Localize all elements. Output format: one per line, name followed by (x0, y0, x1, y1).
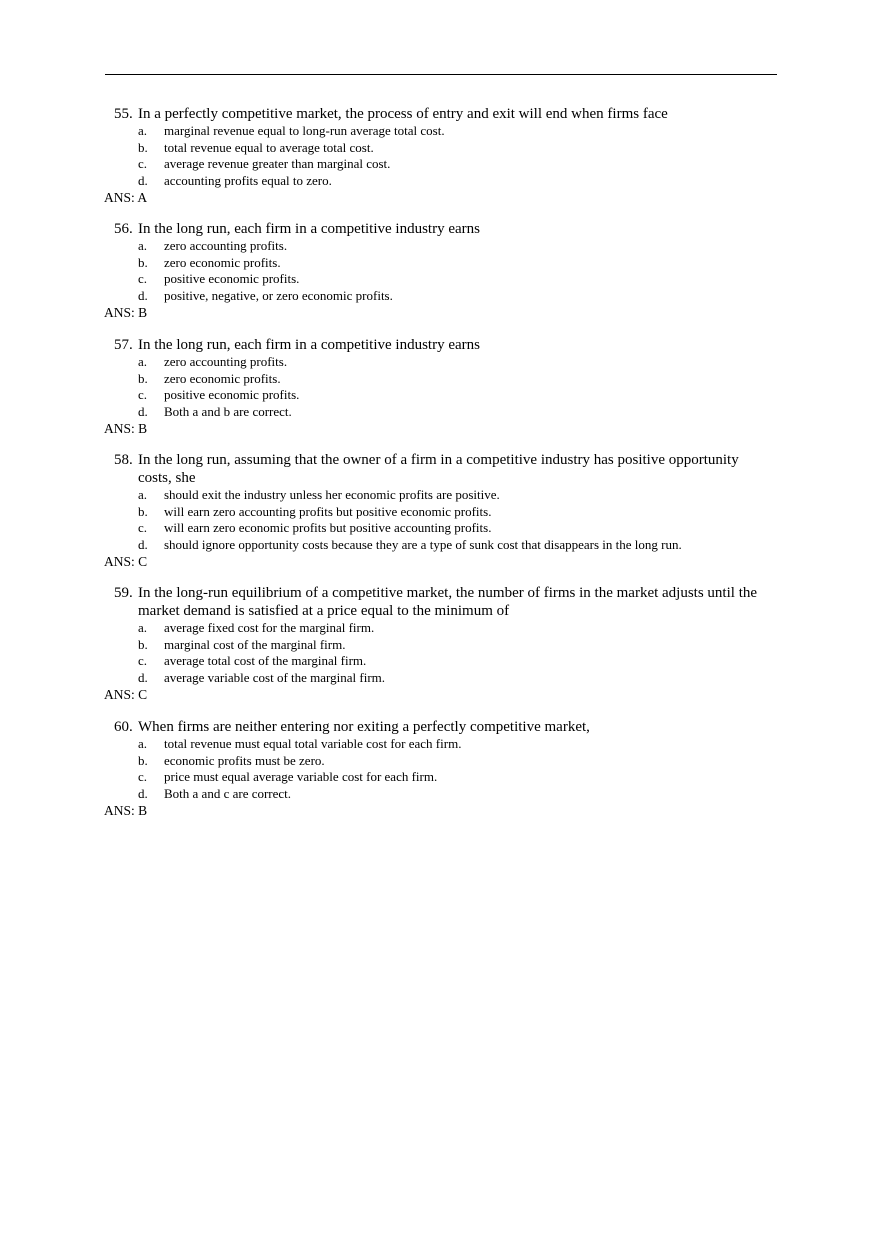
choice-text: economic profits must be zero. (164, 752, 325, 768)
choice-text: zero economic profits. (164, 254, 281, 270)
choice-a (138, 620, 880, 637)
question-stem (114, 220, 774, 238)
question-stem (114, 336, 774, 354)
choice-letter: a. (138, 487, 148, 502)
choice-text: average variable cost of the marginal firm. (164, 669, 386, 685)
question-text: In a perfectly competitive market, the process of entry and exit will end when firms face (138, 106, 668, 122)
choice-letter: c. (138, 271, 148, 286)
choice-letter: a. (138, 354, 148, 369)
choice-letter: c. (138, 769, 148, 784)
choice-c (138, 769, 880, 786)
choice-c (138, 653, 880, 670)
choice-b (138, 371, 880, 388)
choice-text: average revenue greater than marginal cost. (164, 156, 391, 171)
question-stem (114, 105, 774, 123)
question-number: 58. (114, 452, 133, 468)
answer-key: ANS: A (104, 190, 148, 205)
choice-list (0, 123, 880, 189)
question-59 (0, 584, 880, 703)
choice-text: Both a and c are correct. (164, 785, 292, 801)
choice-letter: b. (138, 139, 148, 155)
choice-a (138, 736, 880, 753)
choice-text: should exit the industry unless her economic profits are positive. (164, 487, 500, 502)
choice-d (138, 537, 880, 554)
question-number: 57. (114, 337, 133, 353)
choice-b (138, 637, 880, 654)
choice-text: zero accounting profits. (164, 238, 288, 253)
choice-text: accounting profits equal to zero. (164, 172, 332, 188)
choice-letter: a. (138, 736, 148, 751)
choice-d (138, 288, 880, 305)
answer-key: ANS: C (104, 554, 148, 569)
choice-d (138, 670, 880, 687)
choice-c (138, 271, 880, 288)
choice-letter: b. (138, 254, 148, 270)
choice-text: will earn zero accounting profits but positive economic profits. (164, 503, 492, 519)
choice-letter: d. (138, 785, 148, 801)
choice-letter: c. (138, 653, 148, 668)
choice-d (138, 173, 880, 190)
question-text: In the long-run equilibrium of a competitive market, the number of firms in the market adjusts until the market demand is satisfied at a price equal to the minimum of (138, 585, 758, 619)
choice-text: average fixed cost for the marginal firm. (164, 620, 375, 635)
choice-text: marginal revenue equal to long-run average total cost. (164, 123, 445, 138)
answer-key: ANS: C (104, 687, 148, 702)
answer-key: ANS: B (104, 421, 148, 436)
choice-list (0, 736, 880, 802)
choice-letter: c. (138, 156, 148, 171)
choice-list (0, 354, 880, 420)
choice-text: price must equal average variable cost for each firm. (164, 769, 438, 784)
choice-letter: d. (138, 403, 148, 419)
choice-letter: a. (138, 620, 148, 635)
choice-list (0, 487, 880, 553)
question-57 (0, 336, 880, 437)
choice-text: average total cost of the marginal firm. (164, 653, 367, 668)
choice-letter: b. (138, 503, 148, 519)
choice-letter: c. (138, 387, 148, 402)
choice-list (0, 620, 880, 686)
question-text: In the long run, each firm in a competitive industry earns (138, 221, 480, 237)
choice-a (138, 487, 880, 504)
choice-a (138, 354, 880, 371)
choice-text: will earn zero economic profits but positive accounting profits. (164, 520, 492, 535)
choice-text: total revenue equal to average total cost. (164, 139, 374, 155)
question-58 (0, 451, 880, 570)
question-number: 59. (114, 585, 133, 601)
choice-text: positive economic profits. (164, 387, 300, 402)
choice-text: marginal cost of the marginal firm. (164, 636, 346, 652)
choice-list (0, 238, 880, 304)
choice-letter: b. (138, 752, 148, 768)
choice-c (138, 156, 880, 173)
question-text: In the long run, each firm in a competitive industry earns (138, 337, 480, 353)
choice-d (138, 786, 880, 803)
choice-letter: d. (138, 287, 148, 303)
answer-key: ANS: B (104, 305, 148, 320)
choice-letter: d. (138, 669, 148, 685)
question-55 (0, 105, 880, 206)
choice-text: positive economic profits. (164, 271, 300, 286)
question-stem (114, 718, 774, 736)
choice-c (138, 520, 880, 537)
question-text: When firms are neither entering nor exiting a perfectly competitive market, (138, 719, 590, 735)
question-number: 55. (114, 106, 133, 122)
question-number: 60. (114, 719, 133, 735)
choice-b (138, 753, 880, 770)
question-text: In the long run, assuming that the owner of a firm in a competitive industry has positive opportunity costs, she (138, 452, 739, 486)
choice-text: positive, negative, or zero economic profits. (164, 287, 393, 303)
choice-text: total revenue must equal total variable cost for each firm. (164, 736, 462, 751)
choice-a (138, 238, 880, 255)
question-stem (114, 451, 774, 487)
choice-letter: b. (138, 370, 148, 386)
choice-b (138, 255, 880, 272)
question-56 (0, 220, 880, 321)
choice-letter: c. (138, 520, 148, 535)
choice-c (138, 387, 880, 404)
choice-b (138, 140, 880, 157)
choice-text: should ignore opportunity costs because they are a type of sunk cost that disappears in the long run. (164, 536, 682, 552)
choice-letter: d. (138, 536, 148, 552)
choice-a (138, 123, 880, 140)
choice-letter: a. (138, 238, 148, 253)
question-60 (0, 718, 880, 819)
answer-key: ANS: B (104, 803, 148, 818)
choice-text: zero accounting profits. (164, 354, 288, 369)
choice-text: Both a and b are correct. (164, 403, 292, 419)
question-number: 56. (114, 221, 133, 237)
choice-text: zero economic profits. (164, 370, 281, 386)
choice-b (138, 504, 880, 521)
choice-d (138, 404, 880, 421)
question-stem (114, 584, 774, 620)
choice-letter: a. (138, 123, 148, 138)
choice-letter: d. (138, 172, 148, 188)
choice-letter: b. (138, 636, 148, 652)
header-rule (105, 74, 777, 75)
